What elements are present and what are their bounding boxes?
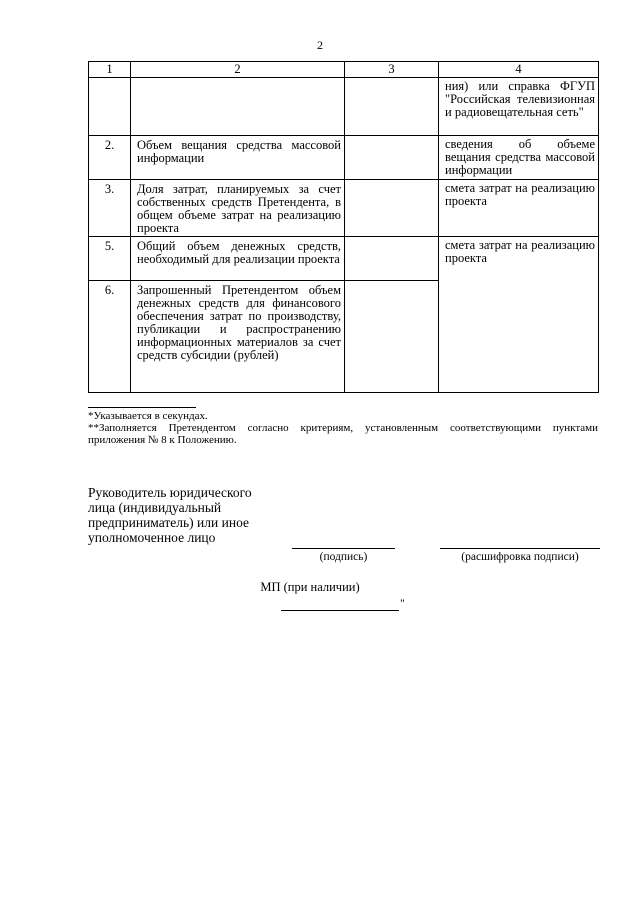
table-header-row — [89, 62, 599, 78]
quote-mark: " — [400, 596, 405, 610]
column-header: 1 — [89, 62, 131, 78]
value-cell — [345, 180, 439, 237]
value-cell — [345, 136, 439, 180]
table-row — [89, 78, 599, 136]
table-cell — [345, 78, 439, 136]
row-number: 6. — [89, 281, 131, 393]
criterion-text: Объем вещания средства массовой информации — [131, 136, 345, 180]
criteria-table — [88, 61, 599, 393]
table-row — [89, 237, 599, 281]
row-number: 2. — [89, 136, 131, 180]
criterion-text: Запрошенный Претендентом объем денежных средств для финансового обеспечения затрат по производству, публикации и распространению информационных материалов за счет средств субсидии (рублей) — [131, 281, 345, 393]
decode-line — [440, 548, 600, 549]
footnote: **Заполняется Претендентом согласно критериям, установленным соответствующими пунктами приложения № 8 к Положению. — [88, 422, 598, 446]
table-row — [89, 180, 599, 237]
source-cell: сведения об объеме вещания средства массовой информации — [439, 136, 599, 180]
row-number: 5. — [89, 237, 131, 281]
criterion-text: Доля затрат, планируемых за счет собственных средств Претендента, в общем объеме затрат на реализацию проекта — [131, 180, 345, 237]
footnotes — [88, 410, 598, 446]
value-cell — [345, 281, 439, 393]
source-cell: смета затрат на реализацию проекта — [439, 237, 599, 393]
source-cell: смета затрат на реализацию проекта — [439, 180, 599, 237]
page-number: 2 — [317, 38, 323, 52]
signature-line — [292, 548, 395, 549]
column-header: 4 — [439, 62, 599, 78]
column-header: 3 — [345, 62, 439, 78]
criterion-text: Общий объем денежных средств, необходимый для реализации проекта — [131, 237, 345, 281]
value-cell — [345, 237, 439, 281]
continuation-cell: ния) или справка ФГУП "Российская телевизионная и радиовещательная сеть" — [439, 78, 599, 136]
stamp-label: МП (при наличии) — [260, 580, 360, 594]
table-row — [89, 136, 599, 180]
table-cell — [89, 78, 131, 136]
decode-caption: (расшифровка подписи) — [461, 551, 579, 563]
footnote-divider — [88, 407, 196, 408]
table-cell — [131, 78, 345, 136]
signer-title: Руководитель юридического лица (индивидуальный предприниматель) или иное уполномоченное лицо — [88, 485, 252, 545]
date-line — [281, 610, 399, 611]
footnote: *Указывается в секундах. — [88, 410, 208, 422]
column-header: 2 — [131, 62, 345, 78]
signature-caption: (подпись) — [319, 551, 368, 563]
row-number: 3. — [89, 180, 131, 237]
